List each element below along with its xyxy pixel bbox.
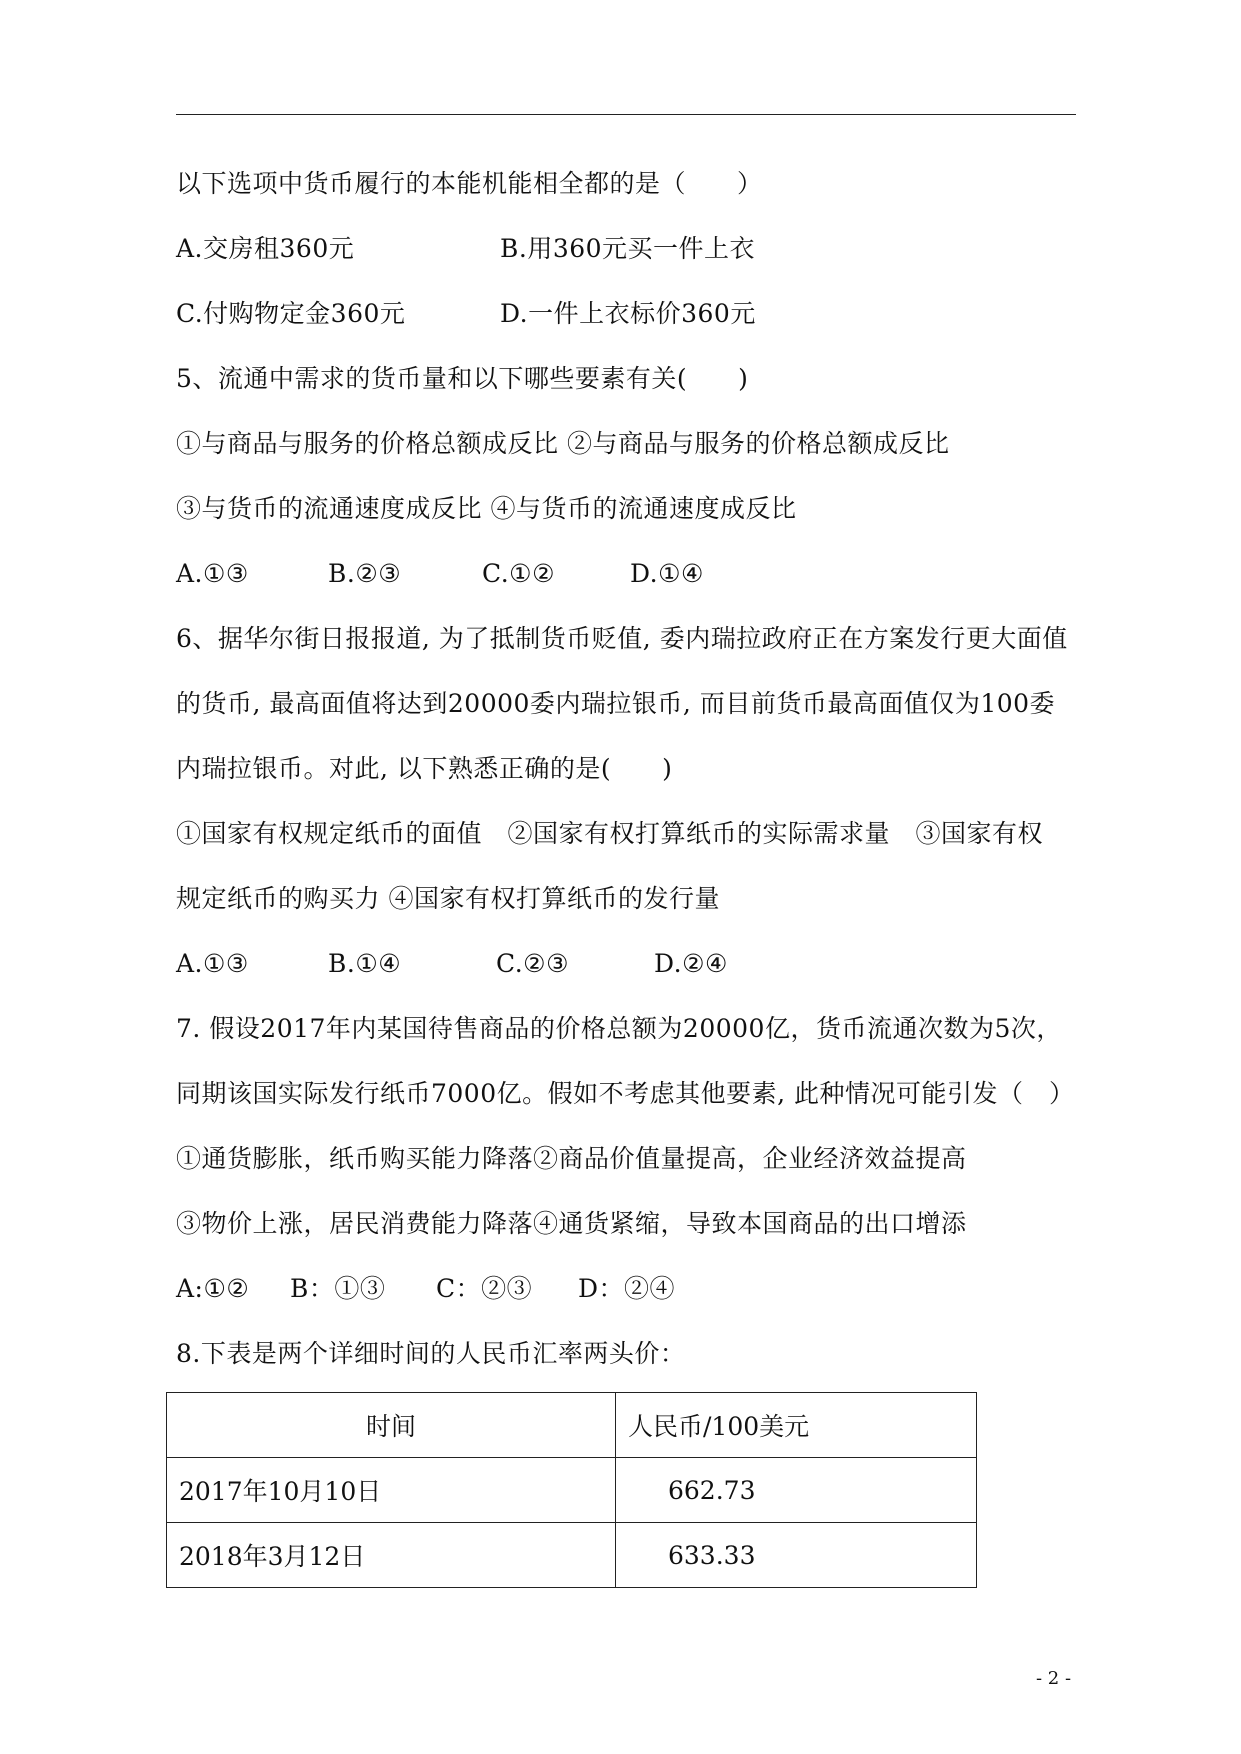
q8-stem: 8.下表是两个详细时间的人民币汇率两头价： (176, 1339, 686, 1368)
q7-line-3: ①通货膨胀，纸币购买能力降落②商品价值量提高，企业经济效益提高 (176, 1144, 967, 1173)
q7-option-d: D：②④ (578, 1274, 676, 1303)
q7-line-1: 7. 假设2017年内某国待售商品的价格总额为20000亿，货币流通次数为5次， (176, 1014, 1062, 1043)
q5-item-2: ③与货币的流通速度成反比 ④与货币的流通速度成反比 (176, 494, 797, 523)
q6-option-d: D.②④ (654, 949, 728, 978)
q6-line-3: 内瑞拉银币。对此, 以下熟悉正确的是( ) (176, 754, 673, 783)
q6-line-5: 规定纸币的购买力 ④国家有权打算纸币的发行量 (176, 884, 720, 913)
table-row (167, 1458, 977, 1523)
table-row (167, 1523, 977, 1588)
q6-line-4: ①国家有权规定纸币的面值 ②国家有权打算纸币的实际需求量 ③国家有权 (176, 819, 1044, 848)
table-header-rate: 人民币/100美元 (616, 1393, 977, 1458)
page-number: - 2 - (1036, 1668, 1072, 1689)
q4-option-c: C.付购物定金360元 (176, 299, 406, 328)
table-header-row (167, 1393, 977, 1458)
q7-option-c: C：②③ (436, 1274, 533, 1303)
exchange-rate-table (166, 1392, 977, 1588)
q6-line-2: 的货币, 最高面值将达到20000委内瑞拉银币, 而目前货币最高面值仅为100委 (176, 689, 1056, 718)
q5-option-c: C.①② (482, 559, 556, 588)
q7-line-4: ③物价上涨，居民消费能力降落④通货紧缩，导致本国商品的出口增添 (176, 1209, 967, 1238)
table-cell-rate: 633.33 (616, 1523, 977, 1588)
header-rule (176, 114, 1076, 115)
q7-option-b: B：①③ (290, 1274, 386, 1303)
table-cell-date: 2018年3月12日 (167, 1523, 616, 1588)
q5-option-a: A.①③ (176, 559, 249, 588)
q6-option-b: B.①④ (328, 949, 402, 978)
q5-option-d: D.①④ (630, 559, 704, 588)
q6-line-1: 6、据华尔街日报报道, 为了抵制货币贬值, 委内瑞拉政府正在方案发行更大面值 (176, 624, 1068, 653)
q4-option-a: A.交房租360元 (176, 234, 355, 263)
q7-line-2: 同期该国实际发行纸币7000亿。假如不考虑其他要素, 此种情况可能引发（ ） (176, 1079, 1075, 1108)
q6-option-c: C.②③ (496, 949, 570, 978)
q4-option-b: B.用360元买一件上衣 (500, 234, 756, 263)
q5-option-b: B.②③ (328, 559, 402, 588)
q4-option-d: D.一件上衣标价360元 (500, 299, 756, 328)
q6-option-a: A.①③ (176, 949, 249, 978)
q4-stem: 以下选项中货币履行的本能机能相全都的是（ ） (176, 169, 763, 198)
table-cell-rate: 662.73 (616, 1458, 977, 1523)
q5-stem: 5、流通中需求的货币量和以下哪些要素有关( ) (176, 364, 749, 393)
q7-option-a: A:①② (176, 1274, 250, 1303)
table-header-date: 时间 (167, 1393, 616, 1458)
table-cell-date: 2017年10月10日 (167, 1458, 616, 1523)
q5-item-1: ①与商品与服务的价格总额成反比 ②与商品与服务的价格总额成反比 (176, 429, 950, 458)
